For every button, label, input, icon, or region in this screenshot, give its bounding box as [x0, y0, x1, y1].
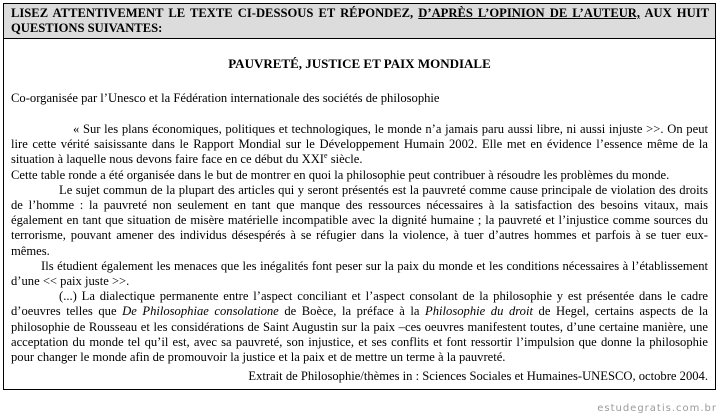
century-superscript: e [323, 151, 328, 161]
watermark: estudegratis.com.br [597, 403, 717, 414]
instruction-text-underlined: D’APRÈS L’OPINION DE L’AUTEUR, [418, 6, 641, 20]
source-citation: Extrait de Philosophie/thèmes in : Sciences Sociales et Humaines-UNESCO, octobre 2004. [248, 369, 708, 383]
paragraph-5-text-a: (...) La dialectique permanente entre l’aspect conciliant et l’aspect consolant de la philosophie y est présentée dans le cadre d’oeuvres telles que [11, 289, 708, 319]
paragraph-2: Cette table ronde a été organisée dans le but de montrer en quoi la philosophie peut contribuer à résoudre les problèmes du monde. [11, 167, 670, 182]
work-title-hegel: Philosophie du droit [425, 304, 533, 319]
paragraph-5-text-b: de Boèce, la préface à la [278, 304, 426, 319]
paragraph-1-end: siècle. [327, 152, 363, 167]
paragraph-3: Le sujet commun de la plupart des articles qui y seront présentés est la pauvreté comme cause principale de violation des droits de l’homme : la pauvreté non seulement en tant que manque des ressources nécessaires à la satisfaction des besoins vitaux, mais également en tant que situation de misère matérielle incompatible avec la dignité humaine ; la pauvreté et l’injustice comme sources du terrorisme, pouvant amener des individus désespérés à se réfugier dans la violence, à tuer d’autres hommes et parfois à se tuer eux-mêmes. [11, 182, 708, 258]
work-title-boece: De Philosophiae consolatione [122, 304, 279, 319]
instruction-text-part1: LISEZ ATTENTIVEMENT LE TEXTE CI-DESSOUS ET RÉPONDEZ, [11, 6, 419, 20]
paragraph-1 [11, 122, 708, 168]
coorganization-line: Co-organisée par l’Unesco et la Fédération internationale des sociétés de philosophie [11, 91, 440, 105]
paragraph-5 [11, 289, 708, 365]
document-title: PAUVRETÉ, JUSTICE ET PAIX MONDIALE [228, 56, 491, 71]
document-body [11, 122, 708, 365]
document-box [3, 38, 716, 390]
paragraph-4: Ils étudient également les menaces que les inégalités font peser sur la paix du monde et les conditions nécessaires à l’établissement d’une << paix juste >>. [11, 258, 708, 289]
paragraph-1-text: « Sur les plans économiques, politiques et technologiques, le monde n’a jamais paru aussi libre, ni aussi injuste >>. On peut lire cette vérité saisissante dans le Rapport Mondial sur le Développement Humain 2002. Elle met en évidence l’essence même de la situation à laquelle nous devons faire face en ce début du XXI [11, 122, 708, 167]
instruction-header [3, 3, 716, 39]
paragraph-5-text-c: de Hegel, certains aspects de la philosophie de Rousseau et les considérations de Saint Augustin sur la paix –ces oeuvres manifestent toutes, d’une certaine manière, une acceptation du monde tel qu’il est, avec sa pauvreté, son injustice, et ses conflits et font ressortir l’impulsion que donne la philosophie pour changer le monde afin de promouvoir la justice et la paix et de mettre un terme à la pauvreté. [11, 304, 708, 365]
instruction-text-part2: AUX HUIT QUESTIONS SUIVANTES: [11, 6, 709, 35]
